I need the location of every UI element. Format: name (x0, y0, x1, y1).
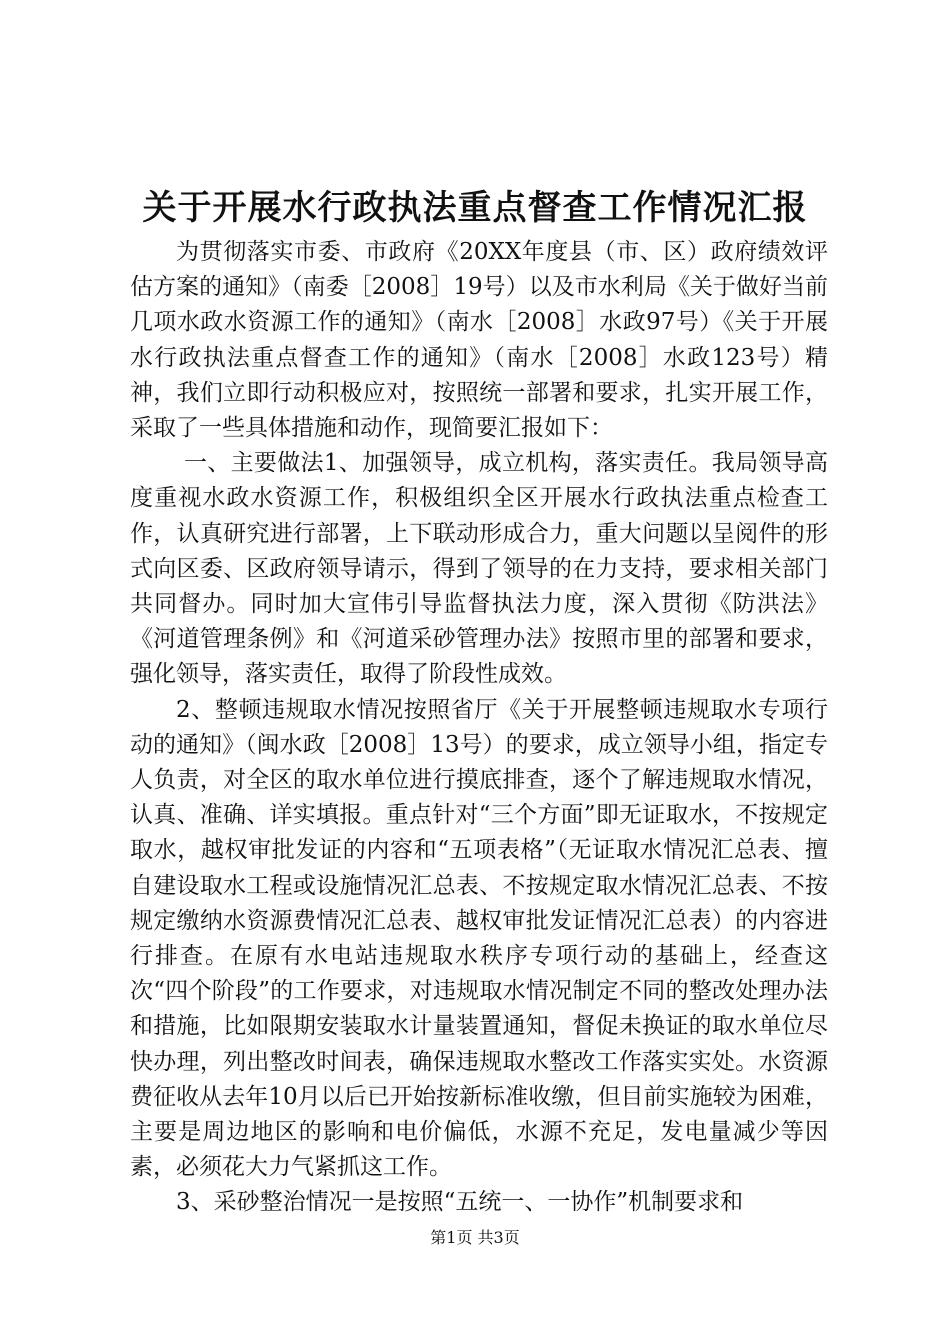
paragraph-intro: 为贯彻落实市委、市政府《20XX年度县（市、区）政府绩效评估方案的通知》（南委［2008］19号）以及市水利局《关于做好当前几项水政水资源工作的通知》（南水［2008］水政97号）《关于开展水行政执法重点督查工作的通知》（南水［2008］水政123号）精神，我们立即行动积极应对，按照统一部署和要求，扎实开展工作，采取了一些具体措施和动作，现简要汇报如下： (130, 239, 828, 442)
paragraph-sand-mining: 3、采砂整治情况一是按照“五统一、一协作”机制要求和 (176, 1189, 744, 1216)
paragraph-water-intake: 2、整顿违规取水情况按照省厅《关于开展整顿违规取水专项行动的通知》（闽水政［2008］13号）的要求，成立领导小组，指定专人负责，对全区的取水单位进行摸底排查，逐个了解违规取水情况，认真、准确、详实填报。重点针对“三个方面”即无证取水，不按规定取水，越权审批发证的内容和“五项表格”（无证取水情况汇总表、擅自建设取水工程或设施情况汇总表、不按规定取水情况汇总表、不按规定缴纳水资源费情况汇总表、越权审批发证情况汇总表）的内容进行排查。在原有水电站违规取水秩序专项行动的基础上，经查这次“四个阶段”的工作要求，对违规取水情况制定不同的整改处理办法和措施，比如限期安装取水计量装置通知，督促未换证的取水单位尽快办理，列出整改时间表，确保违规取水整改工作落实实处。水资源费征收从去年10月以后已开始按新标准收缴，但目前实施较为困难，主要是周边地区的影响和电价偏低，水源不充足，发电量减少等因素，必须花大力气紧抓这工作。 (130, 696, 828, 1181)
page-number-footer: 第1页 共3页 (430, 1228, 520, 1247)
document-body (130, 235, 828, 1221)
document-title: 关于开展水行政执法重点督查工作情况汇报 (142, 188, 808, 228)
paragraph-main-practices: 一、主要做法1、加强领导，成立机构，落实责任。我局领导高度重视水政水资源工作，积极组织全区开展水行政执法重点检查工作，认真研究进行部署，上下联动形成合力，重大问题以呈阅件的形式向区委、区政府领导请示，得到了领导的在力支持，要求相关部门共同督办。同时加大宣伟引导监督执法力度，深入贯彻《防洪法》《河道管理条例》和《河道采砂管理办法》按照市里的部署和要求，强化领导，落实责任，取得了阶段性成效。 (130, 450, 828, 688)
